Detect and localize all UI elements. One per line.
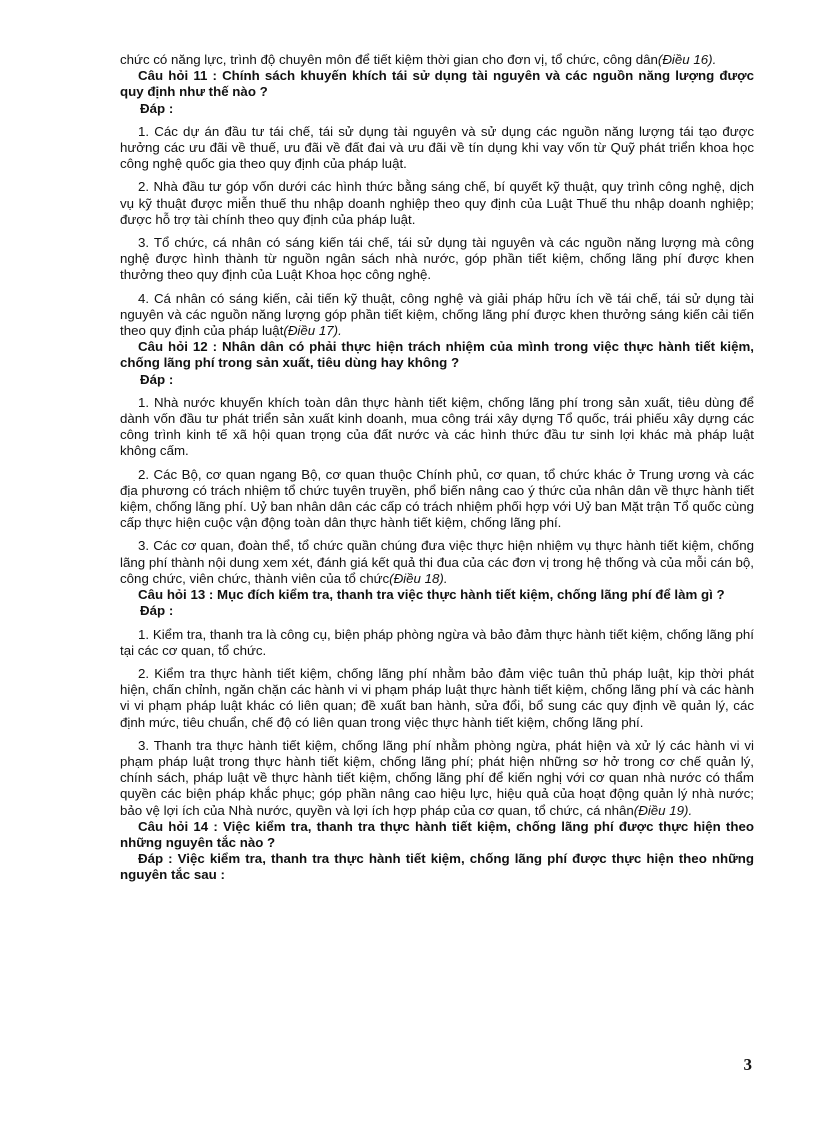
q12-item-2 (120, 467, 754, 532)
q11-item-2-text: 2. Nhà đầu tư góp vốn dưới các hình thức bằng sáng chế, bí quyết kỹ thuật, quy trình công nghệ, dịch vụ kỹ thuật được miễn thuế thu nhập doanh nghiệp theo quy định của Luật Thuế thu nhập doanh nghiệp; được hỗ trợ tài chính theo quy định của pháp luật. (120, 179, 754, 227)
q11-item-4-ref: (Điều 17). (283, 323, 342, 339)
q12-item-3 (120, 538, 754, 587)
question-13: Câu hỏi 13 : Mục đích kiểm tra, thanh tra việc thực hành tiết kiệm, chống lãng phí để làm gì ? (138, 587, 725, 603)
q11-item-1-text: 1. Các dự án đầu tư tái chế, tái sử dụng tài nguyên và sử dụng các nguồn năng lượng tái tạo được hưởng các ưu đãi về thuế, ưu đãi về đất đai và ưu đãi về tín dụng khi vay vốn từ Quỹ phát triển khoa học công nghệ quốc gia theo quy định của pháp luật. (120, 123, 754, 172)
q11-item-3 (120, 235, 754, 284)
q11-item-1 (120, 124, 754, 173)
question-12: Câu hỏi 12 : Nhân dân có phải thực hiện trách nhiệm của mình trong việc thực hành tiết kiệm, chống lãng phí trong sản xuất, tiêu dùng hay không ? (120, 339, 754, 371)
q13-item-3-ref: (Điều 19). (633, 802, 693, 818)
q13-item-2-text: 2. Kiểm tra thực hành tiết kiệm, chống lãng phí nhằm bảo đảm việc tuân thủ pháp luật, kịp thời phát hiện, chấn chỉnh, ngăn chặn các hành vi vi phạm pháp luật thực hành tiết kiệm, chống lãng phí và các hành vi vi phạm pháp luật khác có liên quan; đề xuất ban hành, sửa đổi, bổ sung các quy định về quản lý, các định mức, tiêu chuẩn, chế độ có liên quan trong việc thực hành tiết kiệm, chống lãng phí. (120, 665, 754, 730)
q13-item-1 (120, 627, 754, 659)
q13-item-3 (120, 738, 754, 819)
q11-item-4 (120, 291, 754, 340)
page-number: 3 (743, 1055, 752, 1074)
intro-text: chức có năng lực, trình độ chuyên môn để tiết kiệm thời gian cho đơn vị, tổ chức, công dân (120, 52, 658, 67)
intro-ref: (Điều 16). (657, 52, 717, 67)
q13-item-3-text: 3. Thanh tra thực hành tiết kiệm, chống lãng phí nhằm phòng ngừa, phát hiện và xử lý các hành vi vi phạm pháp luật trong thực hành tiết kiệm, chống lãng phí; phát hiện những sơ hở trong cơ chế quản lý, chính sách, pháp luật về thực hành tiết kiệm, chống lãng phí để kiến nghị với cơ quan nhà nước có thẩm quyền các biện pháp khắc phục; góp phần nâng cao hiệu lực, hiệu quả của hoạt động quản lý nhà nước; bảo vệ lợi ích của Nhà nước, quyền và lợi ích hợp pháp của cơ quan, tổ chức, cá nhân (120, 737, 754, 818)
q12-item-3-text: 3. Các cơ quan, đoàn thể, tổ chức quần chúng đưa việc thực hiện nhiệm vụ thực hành tiết kiệm, chống lãng phí thành nội dung xem xét, đánh giá kết quả thi đua của các đơn vị trong hệ thống và của mỗi cán bộ, công chức, viên chức, thành viên của tổ chức (120, 538, 754, 586)
q12-item-2-text: 2. Các Bộ, cơ quan ngang Bộ, cơ quan thuộc Chính phủ, cơ quan, tổ chức khác ở Trung ương và các địa phương có trách nhiệm tổ chức tuyên truyền, phổ biến nâng cao ý thức của nhân dân về thực hành tiết kiệm, chống lãng phí. Uỷ ban nhân dân các cấp có trách nhiệm phối hợp với Uỷ ban Mặt trận Tổ quốc cùng cấp thực hiện cuộc vận động toàn dân thực hành tiết kiệm, chống lãng phí. (120, 466, 754, 531)
intro-paragraph (120, 52, 754, 68)
q13-item-2 (120, 666, 754, 731)
answer-label-11: Đáp : (140, 100, 174, 116)
q12-item-1 (120, 395, 754, 460)
answer-14: Đáp : Việc kiểm tra, thanh tra thực hành tiết kiệm, chống lãng phí được thực hiện theo những nguyên tắc sau : (120, 851, 754, 883)
answer-label-12: Đáp : (140, 371, 174, 387)
q12-item-3-ref: (Điều 18). (389, 570, 448, 586)
q11-item-3-text: 3. Tổ chức, cá nhân có sáng kiến tái chế, tái sử dụng tài nguyên và các nguồn năng lượng mà công nghệ được hình thành từ nguồn ngân sách nhà nước, góp phần tiết kiệm, chống lãng phí được khen thưởng theo quy định của Luật Khoa học công nghệ. (120, 235, 754, 283)
q12-item-1-text: 1. Nhà nước khuyến khích toàn dân thực hành tiết kiệm, chống lãng phí trong sản xuất, tiêu dùng để dành vốn đầu tư phát triển sản xuất kinh doanh, mua công trái xây dựng Tổ quốc, trái phiếu xây dựng các công trình kinh tế xã hội quan trọng của đất nước và các hình thức đầu tư sinh lợi khác mà pháp luật không cấm. (120, 394, 754, 459)
q11-item-4-text: 4. Cá nhân có sáng kiến, cải tiến kỹ thuật, công nghệ và giải pháp hữu ích về tái chế, tái sử dụng tài nguyên và các nguồn năng lượng góp phần tiết kiệm, chống lãng phí được khen thưởng sáng kiến cải tiến theo quy định của pháp luật (120, 290, 754, 339)
answer-label-13: Đáp : (140, 603, 174, 619)
question-11: Câu hỏi 11 : Chính sách khuyến khích tái sử dụng tài nguyên và các nguồn năng lượng được quy định như thế nào ? (120, 68, 754, 100)
q11-item-2 (120, 179, 754, 228)
document-page (120, 52, 754, 884)
question-14: Câu hỏi 14 : Việc kiểm tra, thanh tra thực hành tiết kiệm, chống lãng phí được thực hiện theo những nguyên tắc nào ? (120, 818, 754, 850)
q13-item-1-text: 1. Kiểm tra, thanh tra là công cụ, biện pháp phòng ngừa và bảo đảm thực hành tiết kiệm, chống lãng phí tại các cơ quan, tổ chức. (120, 626, 754, 658)
